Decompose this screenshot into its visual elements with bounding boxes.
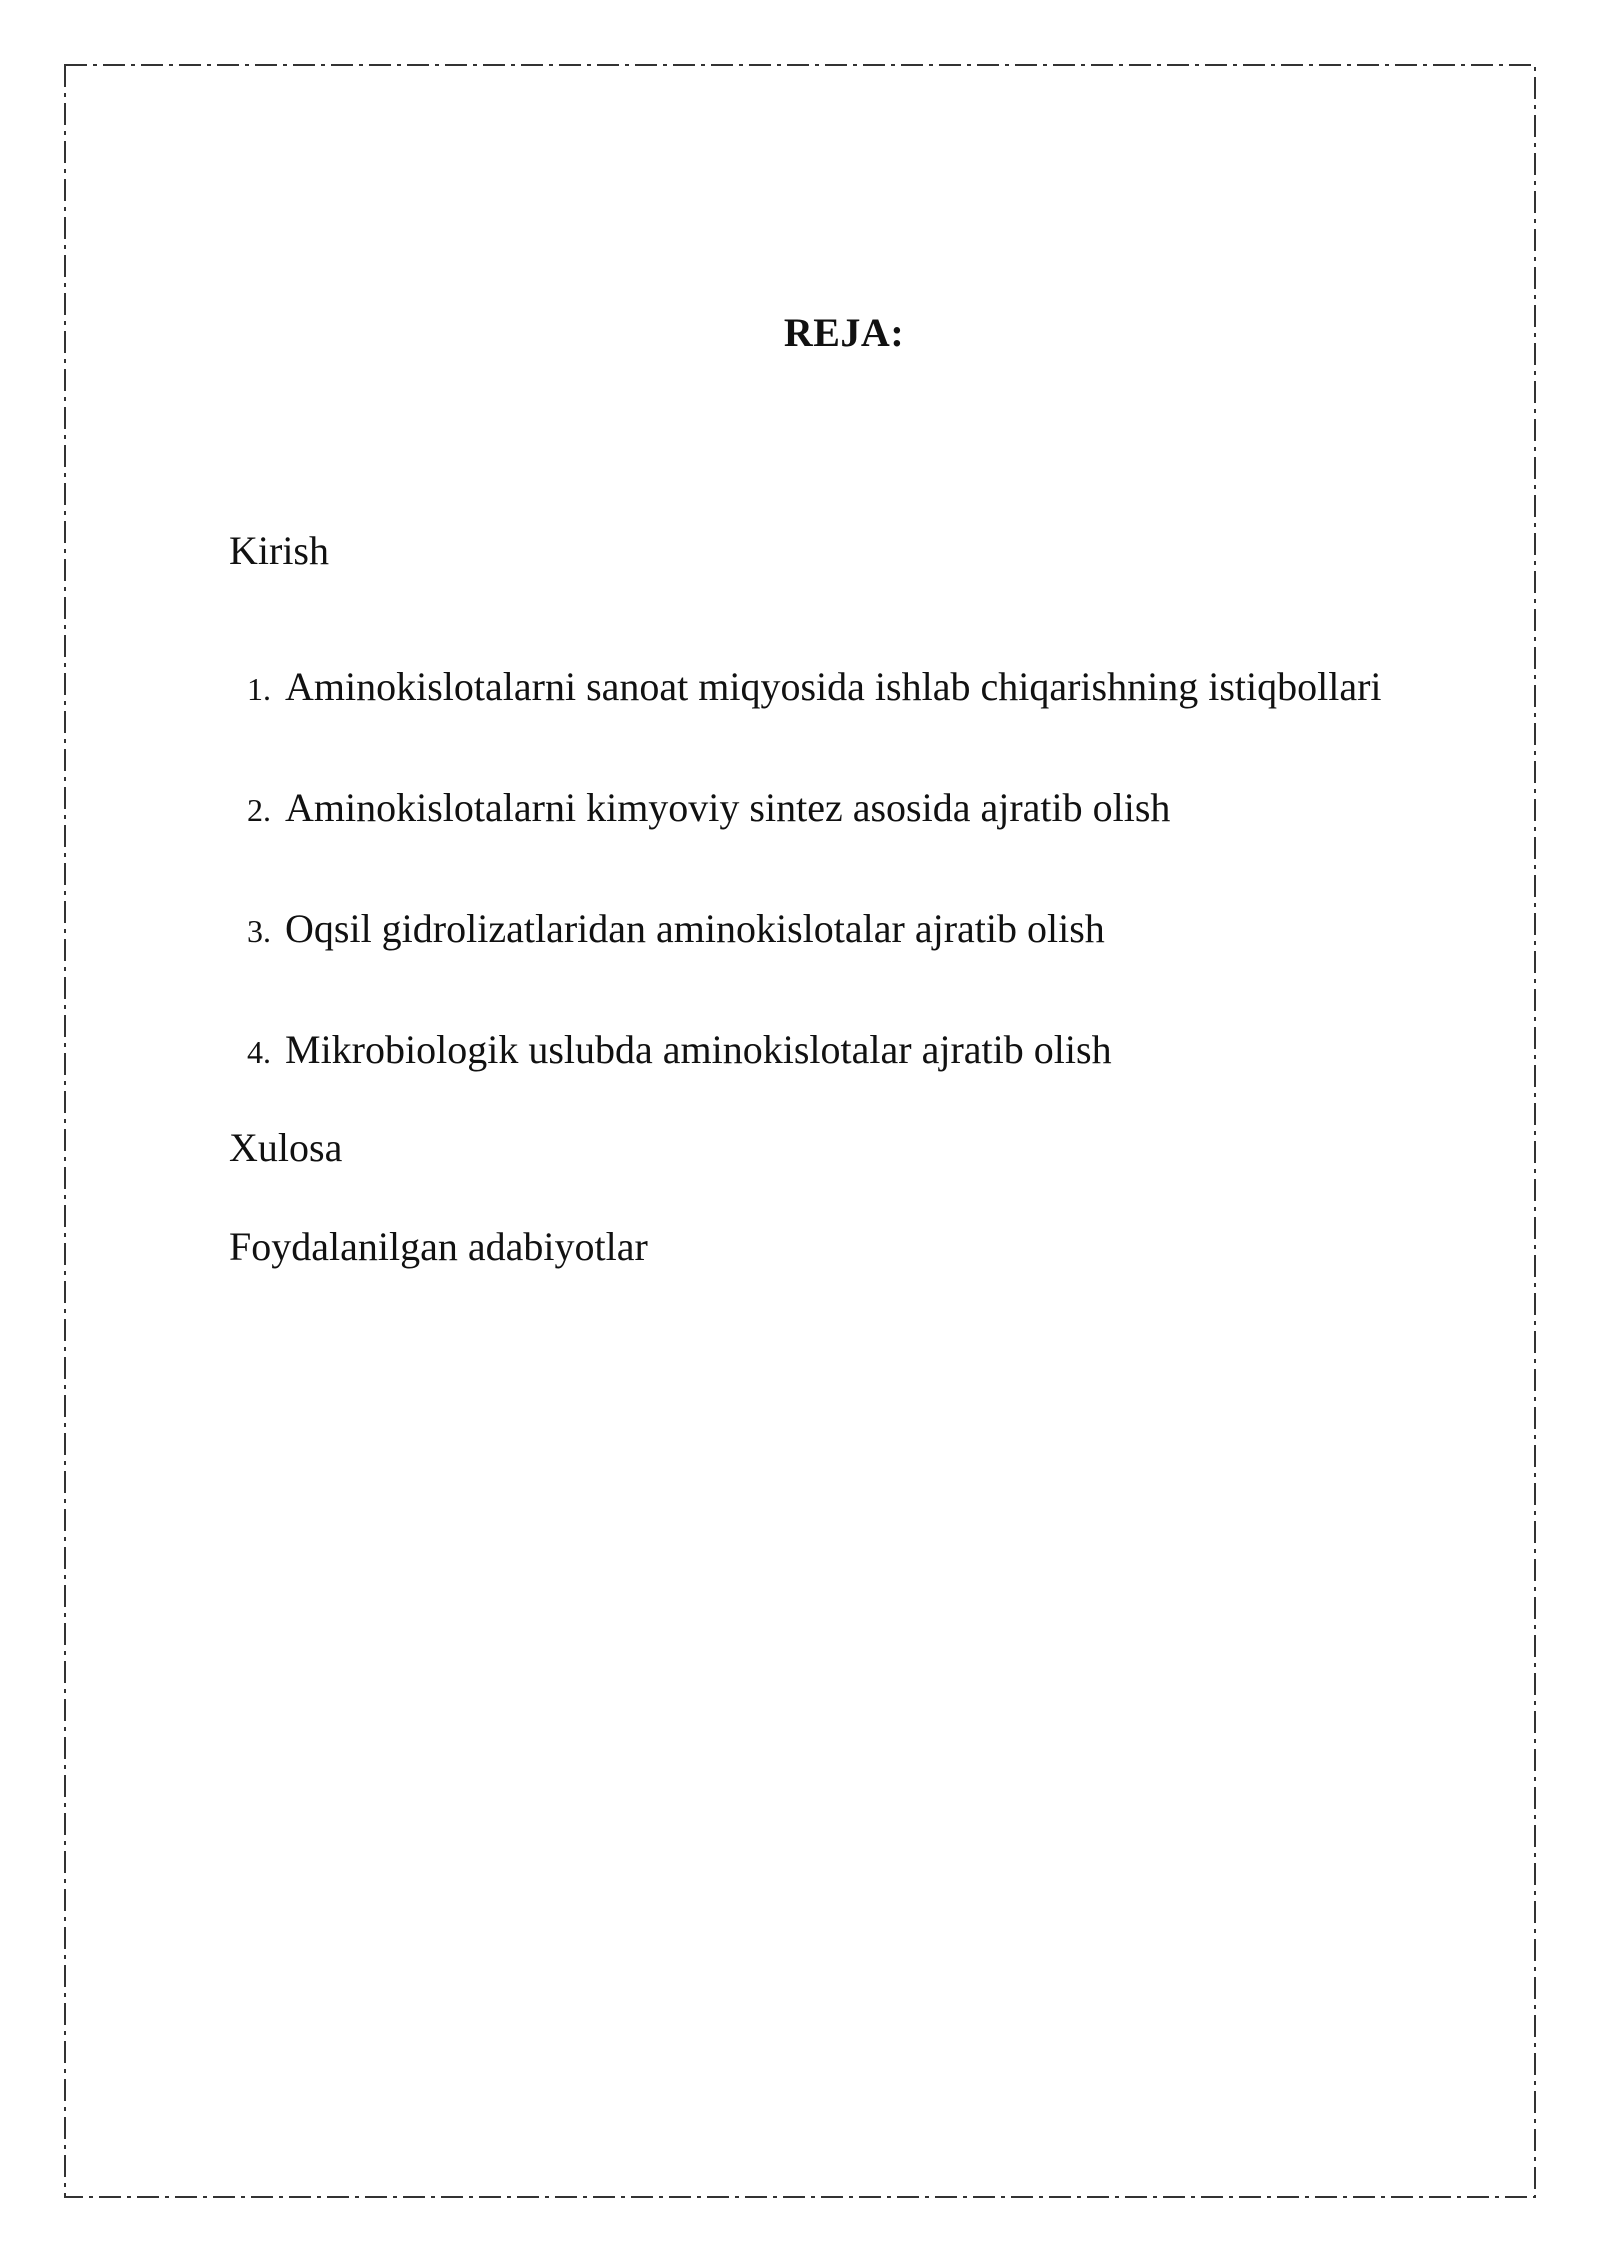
- plan-item-text: Aminokislotalarni sanoat miqyosida ishlab chiqarishning istiqbollari: [285, 664, 1382, 709]
- plan-item-number: 4.: [247, 1034, 271, 1070]
- plan-item-number: 3.: [247, 913, 271, 949]
- intro-heading: Kirish: [229, 528, 329, 573]
- plan-item-number: 1.: [247, 671, 271, 707]
- references-heading: Foydalanilgan adabiyotlar: [229, 1224, 648, 1269]
- plan-item-3: [247, 902, 1105, 958]
- plan-item-1: [247, 660, 1382, 716]
- page-title: REJA:: [783, 310, 905, 355]
- plan-item-text: Mikrobiologik uslubda aminokislotalar ajratib olish: [285, 1027, 1112, 1072]
- plan-item-text: Oqsil gidrolizatlaridan aminokislotalar ajratib olish: [285, 906, 1105, 951]
- plan-item-text: Aminokislotalarni kimyoviy sintez asosida ajratib olish: [285, 785, 1171, 830]
- plan-item-number: 2.: [247, 792, 271, 828]
- plan-item-2: [247, 781, 1170, 837]
- conclusion-heading: Xulosa: [229, 1125, 343, 1170]
- plan-item-4: [247, 1023, 1112, 1079]
